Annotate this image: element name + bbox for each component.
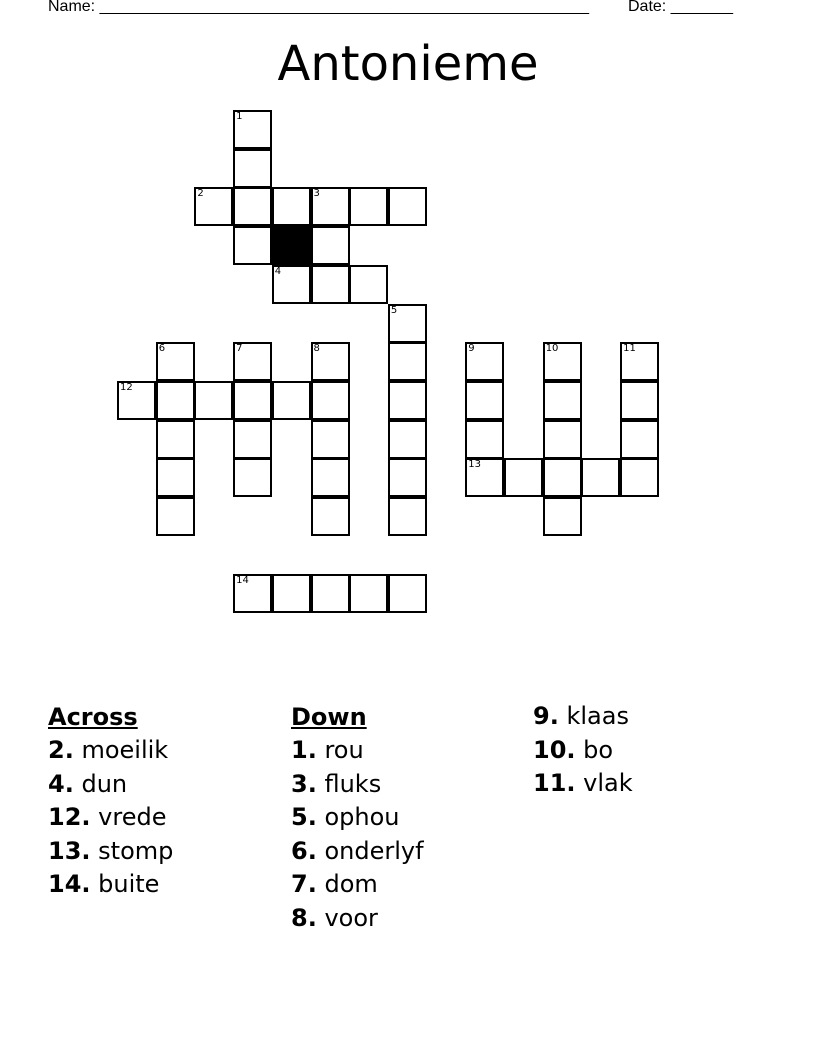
grid-cell[interactable]: [311, 420, 350, 459]
grid-cell[interactable]: [311, 342, 350, 381]
clue-item-number: 8.: [291, 903, 317, 932]
clue-item-number: 2.: [48, 736, 74, 764]
grid-cell[interactable]: [311, 226, 350, 265]
grid-cell[interactable]: [233, 149, 272, 188]
grid-cell[interactable]: [156, 458, 195, 497]
grid-cell[interactable]: [465, 458, 504, 497]
grid-cell[interactable]: [465, 381, 504, 420]
clue-item-text: bo: [583, 735, 614, 764]
clue-item: [291, 768, 424, 802]
grid-cell[interactable]: [388, 381, 427, 420]
grid-cell[interactable]: [465, 342, 504, 381]
clue-item-text: dom: [324, 870, 378, 898]
clue-item-number: 4.: [48, 769, 74, 798]
grid-cell[interactable]: [620, 458, 659, 497]
across-heading: Across: [48, 703, 138, 731]
clue-item-number: 5.: [291, 803, 317, 831]
clue-number: 10: [545, 343, 559, 355]
grid-cell[interactable]: [272, 187, 311, 226]
grid-cell[interactable]: [233, 381, 272, 420]
clue-number: 7: [236, 343, 243, 355]
grid-cell[interactable]: [156, 381, 195, 420]
clue-item: [291, 835, 424, 869]
grid-cell[interactable]: [349, 574, 388, 613]
grid-cell[interactable]: [272, 574, 311, 613]
grid-cell[interactable]: [620, 420, 659, 459]
clue-number: 11: [623, 343, 636, 355]
clue-number: 14: [236, 575, 249, 587]
grid-cell[interactable]: [620, 342, 659, 381]
clue-item-text: moeilik: [81, 736, 169, 764]
across-clues: [48, 700, 173, 902]
clue-item: [48, 801, 173, 835]
grid-cell[interactable]: [388, 420, 427, 459]
grid-cell[interactable]: [233, 342, 272, 381]
grid-cell[interactable]: [543, 458, 582, 497]
grid-cell[interactable]: [504, 458, 543, 497]
clue-item-text: fluks: [324, 769, 382, 798]
grid-cell[interactable]: [311, 458, 350, 497]
clue-item: [533, 734, 633, 768]
clue-number: 5: [390, 304, 398, 316]
clue-item: [291, 734, 424, 768]
grid-cell[interactable]: [543, 381, 582, 420]
grid-cell[interactable]: [156, 420, 195, 459]
clue-item-number: 6.: [291, 836, 317, 865]
grid-cell[interactable]: [117, 381, 156, 420]
grid-cell[interactable]: [272, 265, 311, 304]
clue-item-number: 1.: [291, 736, 317, 764]
clue-number: 12: [120, 381, 133, 393]
grid-cell[interactable]: [581, 458, 620, 497]
grid-cell[interactable]: [620, 381, 659, 420]
clue-item-number: 14.: [48, 870, 91, 898]
grid-cell[interactable]: [543, 342, 582, 381]
grid-cell[interactable]: [388, 458, 427, 497]
grid-cell[interactable]: [388, 574, 427, 613]
clue-item-number: 11.: [533, 769, 576, 797]
grid-cell[interactable]: [194, 187, 233, 226]
date-field-label: Date: _______: [628, 0, 733, 15]
down-clues-continued: [533, 700, 633, 801]
grid-cell[interactable]: [272, 381, 311, 420]
clue-item: [48, 868, 173, 902]
grid-cell[interactable]: [311, 381, 350, 420]
clue-item: [533, 700, 633, 734]
grid-cell[interactable]: [233, 458, 272, 497]
grid-cell[interactable]: [388, 187, 427, 226]
clue-number: 3: [313, 188, 320, 200]
clue-item-text: buite: [98, 870, 160, 898]
grid-cell[interactable]: [349, 187, 388, 226]
clue-item-number: 13.: [48, 836, 91, 865]
clue-item-text: vrede: [98, 803, 167, 831]
down-heading: Down: [291, 703, 367, 731]
clue-item: [291, 801, 424, 835]
clue-item: [48, 768, 173, 802]
grid-cell[interactable]: [388, 497, 427, 536]
clue-number: 8: [313, 343, 320, 355]
clue-item-text: voor: [324, 903, 378, 932]
grid-cell[interactable]: [349, 265, 388, 304]
clue-number: 9: [468, 343, 475, 355]
grid-cell[interactable]: [465, 420, 504, 459]
grid-cell[interactable]: [388, 342, 427, 381]
clue-number: 6: [158, 343, 166, 355]
clue-item-number: 12.: [48, 803, 91, 831]
grid-cell[interactable]: [543, 497, 582, 536]
grid-cell[interactable]: [388, 304, 427, 343]
clue-number: 4: [274, 265, 282, 277]
clue-item-text: klaas: [566, 702, 629, 730]
clue-item-text: rou: [324, 736, 364, 764]
grid-cell[interactable]: [233, 187, 272, 226]
down-clues: [291, 700, 424, 935]
clue-item-text: dun: [81, 769, 128, 798]
grid-cell[interactable]: [311, 265, 350, 304]
page-title: Antonieme: [277, 36, 539, 92]
clue-item-text: stomp: [98, 836, 174, 865]
grid-cell[interactable]: [311, 187, 350, 226]
grid-cell[interactable]: [543, 420, 582, 459]
grid-cell[interactable]: [311, 574, 350, 613]
grid-cell[interactable]: [156, 497, 195, 536]
clue-item: [291, 902, 424, 936]
clue-item-text: ophou: [324, 803, 400, 831]
clue-item-text: onderlyf: [324, 836, 424, 865]
clue-item-number: 10.: [533, 735, 576, 764]
clue-item: [291, 868, 424, 902]
grid-cell[interactable]: [311, 497, 350, 536]
clue-item: [533, 767, 633, 801]
black-square: [272, 226, 311, 265]
grid-cell[interactable]: [233, 226, 272, 265]
grid-cell[interactable]: [194, 381, 233, 420]
clue-item-number: 7.: [291, 870, 317, 898]
clue-item: [48, 734, 173, 768]
clue-item-number: 3.: [291, 769, 317, 798]
clue-number: 2: [197, 188, 204, 200]
grid-cell[interactable]: [233, 420, 272, 459]
clue-item: [48, 835, 173, 869]
grid-cell[interactable]: [233, 110, 272, 149]
clue-item-number: 9.: [533, 702, 559, 730]
grid-cell[interactable]: [233, 574, 272, 613]
clue-item-text: vlak: [583, 769, 633, 797]
grid-cell[interactable]: [156, 342, 195, 381]
name-field-label: Name: _______________________________________________________: [48, 0, 589, 15]
clue-number: 1: [236, 111, 243, 122]
clue-number: 13: [468, 459, 482, 471]
